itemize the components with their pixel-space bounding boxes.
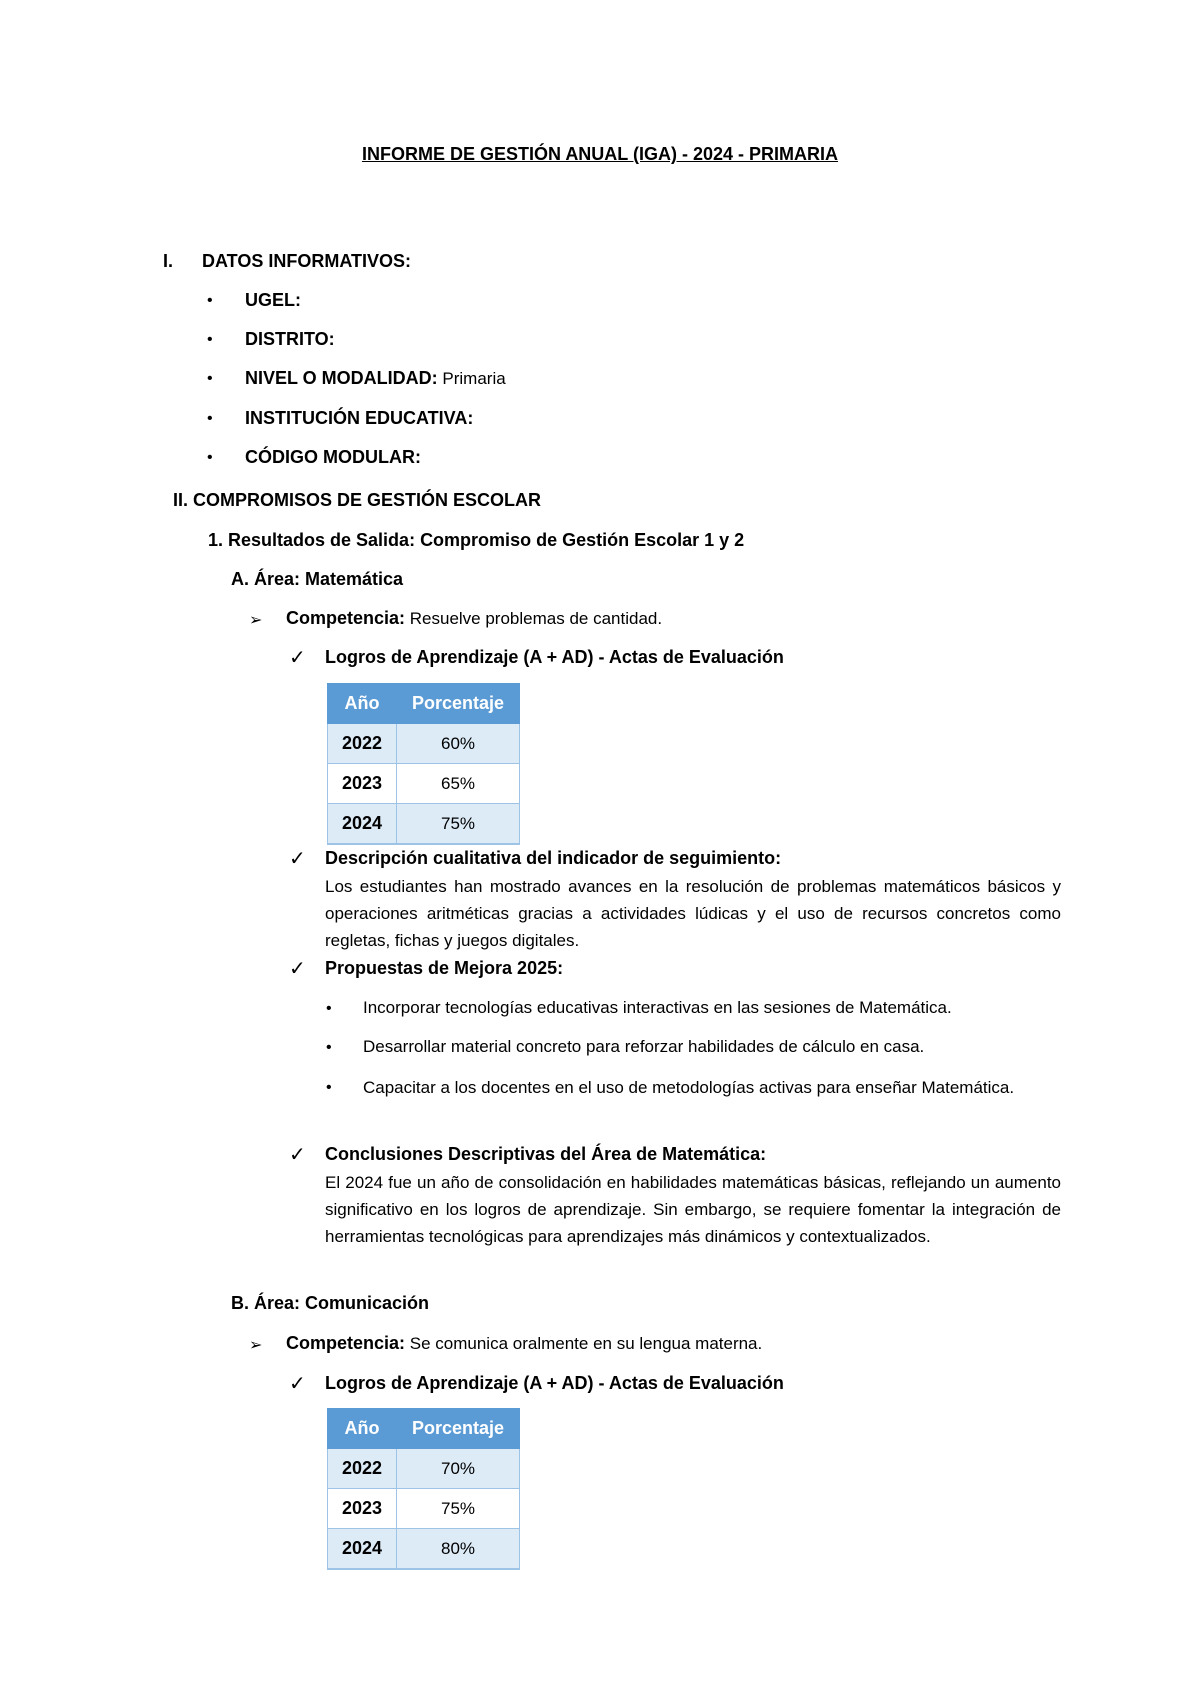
table-cell-pct: 80% bbox=[397, 1529, 520, 1570]
table-cell-year: 2023 bbox=[328, 1489, 397, 1529]
info-item-nivel: NIVEL O MODALIDAD: Primaria bbox=[245, 368, 506, 388]
check-icon: ✓ bbox=[289, 958, 306, 980]
area-a-logros-table bbox=[327, 683, 520, 845]
table-cell-year: 2024 bbox=[328, 804, 397, 845]
area-a-propuestas-heading: Propuestas de Mejora 2025: bbox=[325, 958, 564, 978]
arrow-bullet-icon: ➢ bbox=[249, 612, 263, 629]
subsection-1-heading: 1. Resultados de Salida: Compromiso de Gestión Escolar 1 y 2 bbox=[208, 530, 745, 550]
area-b-heading: B. Área: Comunicación bbox=[231, 1293, 430, 1313]
area-b-logros-table bbox=[327, 1408, 520, 1570]
table-cell-pct: 70% bbox=[397, 1449, 520, 1489]
area-a-competencia: Competencia: Resuelve problemas de cantidad. bbox=[286, 608, 663, 628]
area-a-conclusiones-heading: Conclusiones Descriptivas del Área de Matemática: bbox=[325, 1144, 767, 1164]
section-1-heading: DATOS INFORMATIVOS: bbox=[202, 251, 411, 271]
check-icon: ✓ bbox=[289, 1373, 306, 1395]
table-cell-pct: 75% bbox=[397, 1489, 520, 1529]
table-cell-year: 2022 bbox=[328, 1449, 397, 1489]
section-1-numeral: I. bbox=[163, 251, 174, 271]
area-a-logros-heading: Logros de Aprendizaje (A + AD) - Actas de Evaluación bbox=[325, 647, 784, 667]
bullet-icon: • bbox=[326, 1079, 332, 1096]
info-item-codigo: CÓDIGO MODULAR: bbox=[245, 447, 421, 467]
table-cell-pct: 60% bbox=[397, 724, 520, 764]
check-icon: ✓ bbox=[289, 647, 306, 669]
area-b-competencia: Competencia: Se comunica oralmente en su lengua materna. bbox=[286, 1333, 763, 1353]
bullet-icon: • bbox=[207, 370, 213, 387]
bullet-icon: • bbox=[207, 410, 213, 427]
bullet-icon: • bbox=[326, 1039, 332, 1056]
info-item-ugel: UGEL: bbox=[245, 290, 301, 310]
table-header-porcentaje: Porcentaje bbox=[397, 684, 520, 724]
document-title: INFORME DE GESTIÓN ANUAL (IGA) - 2024 - PRIMARIA bbox=[361, 144, 839, 164]
table-cell-year: 2022 bbox=[328, 724, 397, 764]
area-a-descripcion-text: Los estudiantes han mostrado avances en la resolución de problemas matemáticos básicos y operaciones aritméticas gracias a actividades lúdicas y el uso de recursos concretos como regletas, fichas y juegos digitales. bbox=[325, 877, 1061, 950]
check-icon: ✓ bbox=[289, 1144, 306, 1166]
table-cell-year: 2023 bbox=[328, 764, 397, 804]
area-b-logros-heading: Logros de Aprendizaje (A + AD) - Actas de Evaluación bbox=[325, 1373, 784, 1393]
bullet-icon: • bbox=[207, 292, 213, 309]
area-a-conclusiones-text: El 2024 fue un año de consolidación en habilidades matemáticas básicas, reflejando un aumento significativo en los logros de aprendizaje. Sin embargo, se requiere fomentar la integración de herramientas tecnológicas para aprendizajes más dinámicos y contextualizados. bbox=[325, 1173, 1061, 1246]
bullet-icon: • bbox=[207, 449, 213, 466]
propuesta-item: Desarrollar material concreto para reforzar habilidades de cálculo en casa. bbox=[363, 1037, 925, 1056]
section-2-heading: II. COMPROMISOS DE GESTIÓN ESCOLAR bbox=[173, 490, 542, 510]
table-header-porcentaje: Porcentaje bbox=[397, 1409, 520, 1449]
table-header-anio: Año bbox=[328, 1409, 397, 1449]
propuesta-item: Capacitar a los docentes en el uso de metodologías activas para enseñar Matemática. bbox=[363, 1078, 1015, 1097]
propuesta-item: Incorporar tecnologías educativas interactivas en las sesiones de Matemática. bbox=[363, 998, 952, 1017]
bullet-icon: • bbox=[326, 1000, 332, 1017]
table-header-anio: Año bbox=[328, 684, 397, 724]
info-item-distrito: DISTRITO: bbox=[245, 329, 335, 349]
bullet-icon: • bbox=[207, 331, 213, 348]
area-a-heading: A. Área: Matemática bbox=[231, 569, 404, 589]
arrow-bullet-icon: ➢ bbox=[249, 1337, 263, 1354]
table-cell-year: 2024 bbox=[328, 1529, 397, 1570]
check-icon: ✓ bbox=[289, 848, 306, 870]
area-a-descripcion-heading: Descripción cualitativa del indicador de seguimiento: bbox=[325, 848, 782, 868]
table-cell-pct: 75% bbox=[397, 804, 520, 845]
info-item-institucion: INSTITUCIÓN EDUCATIVA: bbox=[245, 408, 474, 428]
table-cell-pct: 65% bbox=[397, 764, 520, 804]
